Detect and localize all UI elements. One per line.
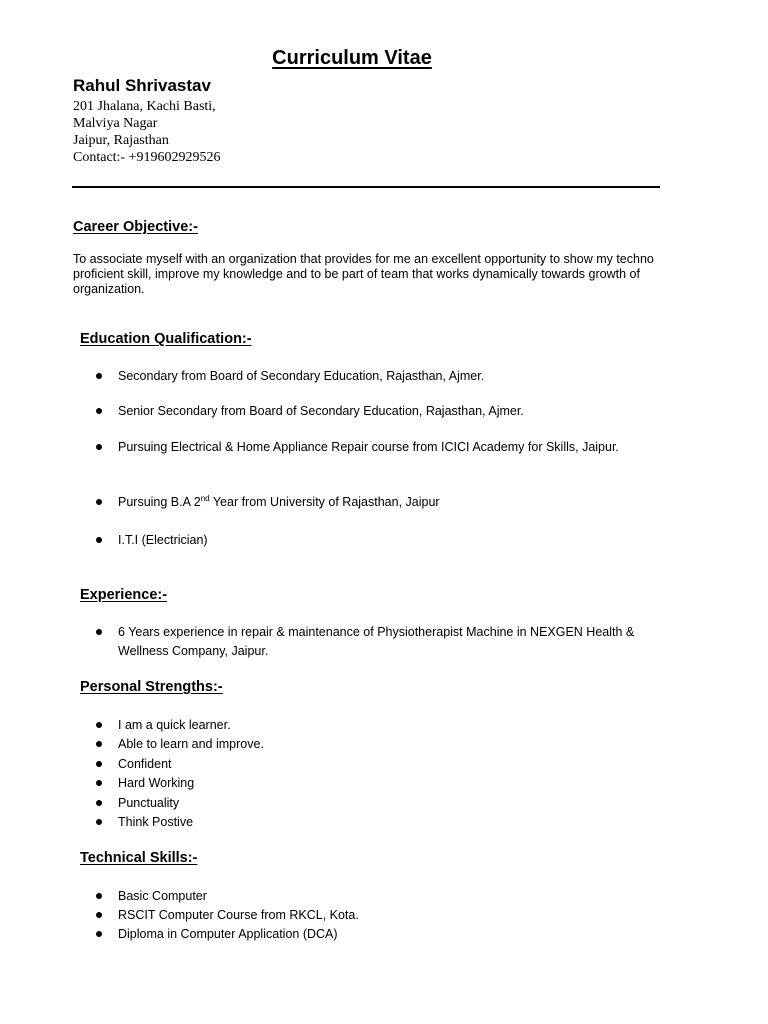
list-item-text: Senior Secondary from Board of Secondary Education, Rajasthan, Ajmer. — [118, 404, 524, 418]
list-item-text-end: Year from University of Rajasthan, Jaipur — [209, 495, 440, 509]
list-item-text: Secondary from Board of Secondary Education, Rajasthan, Ajmer. — [118, 369, 485, 383]
ordinal-suffix: nd — [200, 494, 210, 503]
list-item-text: I.T.I (Electrician) — [118, 533, 208, 547]
career-objective-text: To associate myself with an organization that provides for me an excellent opportunity to show my techno proficient skill, improve my knowledge and to be part of team that works dynamically towards growth of organization. — [73, 252, 654, 296]
bullet-icon — [96, 893, 102, 899]
list-item-text: I am a quick learner. — [118, 718, 231, 732]
list-item-text: Diploma in Computer Application (DCA) — [118, 927, 338, 941]
list-item-text: Hard Working — [118, 776, 195, 790]
personal-strengths-heading: Personal Strengths:- — [80, 679, 223, 695]
career-objective-heading: Career Objective:- — [73, 219, 198, 235]
document-title: Curriculum Vitae — [272, 47, 432, 69]
bullet-icon — [96, 761, 102, 767]
list-item-text: Pursuing Electrical & Home Appliance Repair course from ICICI Academy for Skills, Jaipur. — [118, 440, 619, 454]
bullet-icon — [96, 499, 102, 505]
technical-skills-heading: Technical Skills:- — [80, 850, 198, 866]
list-item-text: 6 Years experience in repair & maintenance of Physiotherapist Machine in NEXGEN Health & Wellness Company, Jaipur. — [118, 625, 635, 658]
bullet-icon — [96, 537, 102, 543]
bullet-icon — [96, 629, 102, 635]
address-line-2: Malviya Nagar — [73, 116, 158, 131]
applicant-name: Rahul Shrivastav — [73, 76, 211, 95]
list-item-text-start: Pursuing B.A 2 — [118, 495, 201, 509]
list-item-text — [118, 493, 658, 512]
bullet-icon — [96, 408, 102, 414]
bullet-icon — [96, 819, 102, 825]
address-line-3: Jaipur, Rajasthan — [73, 133, 169, 148]
bullet-icon — [96, 931, 102, 937]
list-item-text: Able to learn and improve. — [118, 737, 264, 751]
bullet-icon — [96, 780, 102, 786]
list-item-text: Confident — [118, 757, 172, 771]
bullet-icon — [96, 444, 102, 450]
contact-line: Contact:- +919602929526 — [73, 150, 221, 165]
bullet-icon — [96, 912, 102, 918]
list-item-text: Basic Computer — [118, 889, 207, 903]
address-line-1: 201 Jhalana, Kachi Basti, — [73, 99, 216, 114]
experience-heading: Experience:- — [80, 587, 168, 603]
bullet-icon — [96, 741, 102, 747]
bullet-icon — [96, 800, 102, 806]
list-item-text: Think Postive — [118, 815, 194, 829]
education-heading: Education Qualification:- — [80, 331, 252, 347]
list-item-text: Punctuality — [118, 796, 180, 810]
bullet-icon — [96, 722, 102, 728]
list-item-text: RSCIT Computer Course from RKCL, Kota. — [118, 908, 359, 922]
bullet-icon — [96, 373, 102, 379]
header-divider — [72, 186, 660, 188]
